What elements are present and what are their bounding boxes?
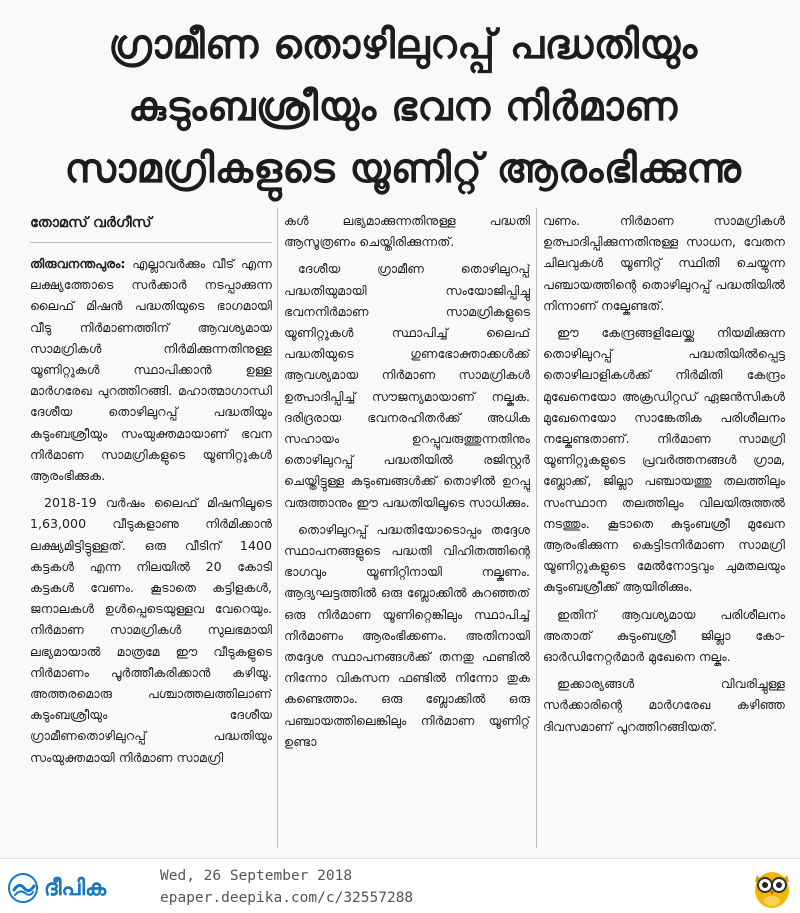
deepika-wave-icon bbox=[8, 873, 38, 903]
edition-meta bbox=[160, 865, 413, 909]
edition-date: Wed, 26 September 2018 bbox=[160, 868, 353, 884]
edition-url[interactable]: epaper.deepika.com/c/32557288 bbox=[160, 890, 414, 906]
headline-line-3: സാമഗ്രികളുടെ യൂണിറ്റ് ആരംഭിക്കുന്നു bbox=[64, 146, 742, 192]
lead-paragraph bbox=[30, 253, 272, 486]
paragraph: കൾ ലഭ്യമാക്കുന്നതിനുള്ള പദ്ധതി ആസൂത്രണം ചെയ്തിരിക്കുന്നത്. bbox=[284, 213, 530, 250]
paragraph: വണം. നിർമാണ സാമഗ്രികൾ ഉത്പാദിപ്പിക്കുന്നതിനുള്ള സാധന, വേതന ചിലവുകൾ യൂണിറ്റ് സ്ഥിതി ചെയ്യുന്ന പഞ്ചായത്തിന്റെ തൊഴിലുറപ്പ് പദ്ധതിയിൽ നിന്നാണ് നല്കേണ്ടത്. bbox=[543, 213, 785, 313]
headline-line-2: കുടുംബശ്രീയും ഭവന നിർമാണ bbox=[128, 84, 678, 130]
owl-icon[interactable] bbox=[751, 865, 793, 909]
paragraph: ദേശീയ ഗ്രാമീണ തൊഴിലുറപ്പ് പദ്ധതിയുമായി സംയോജിപ്പിച്ചു ഭവനനിർമാണ സാമഗ്രികളുടെ യൂണിറ്റുകൾ സ്ഥാപിച്ച് ലൈഫ് പദ്ധതിയുടെ ഗുണഭോക്താക്കൾക്ക് ആവശ്യമായ നിർമാണ സാമഗ്രികൾ ഉത്പാദിപ്പിച്ച് സൗജന്യമായാണ് നല്കുക. ദരിദ്രരായ ഭവനരഹിതർക്ക് അധിക സഹായം ഉറപ്പുവരുത്തുന്നതിനും തൊഴിലുറപ്പ് പദ്ധതിയിൽ രജിസ്റ്റർ ചെയ്തിട്ടുള്ള കുടുംബങ്ങൾക്ക് തൊഴിൽ ഉറപ്പു വരുത്താനും ഈ പദ്ധതിയിലൂടെ സാധിക്കും. bbox=[284, 261, 530, 510]
paragraph: 2018-19 വർഷം ലൈഫ് മിഷനിലൂടെ 1,63,000 വീടുകളാണു നിർമിക്കാൻ ലക്ഷ്യമിട്ടിട്ടുള്ളത്. ഒരു വീടിന് 1400 കട്ടകൾ എന്ന നിലയിൽ 20 കോടി കട്ടകൾ വേണം. കൂടാതെ കട്ടിളകൾ, ജനാലകൾ ഉൾപ്പെടെയുള്ളവ വേറെയും. നിർമാണ സാമഗ്രികൾ സുലഭമായി ലഭ്യമായാൽ മാത്രമേ ഈ വീടുകളുടെ നിർമാണം പൂർത്തീകരിക്കാൻ കഴിയൂ. അത്തരമൊരു പശ്ചാത്തലത്തിലാണ് കുടുംബശ്രീയും ദേശീയ ഗ്രാമീണതൊഴിലുറപ്പ് പദ്ധതിയും സംയുക്തമായി നിർമാണ സാമഗ്രി bbox=[30, 495, 272, 765]
deepika-logo[interactable] bbox=[8, 873, 106, 903]
column-2 bbox=[284, 210, 530, 850]
paragraph: ഇതിന് ആവശ്യമായ പരിശീലനം അതാത് കുടുംബശ്രീ ജില്ലാ കോ-ഓർഡിനേറ്റർമാർ മുഖേനെ നല്കും. bbox=[543, 606, 785, 665]
paragraph: ഇക്കാര്യങ്ങൾ വിവരിച്ചുള്ള സർക്കാരിന്റെ മാർഗരേഖ കഴിഞ്ഞ ദിവസമാണ് പുറത്തിറങ്ങിയത്. bbox=[543, 676, 785, 734]
brand-name: ദീപിക bbox=[44, 875, 107, 901]
column-3 bbox=[543, 210, 785, 850]
column-divider bbox=[536, 208, 537, 848]
headline-line-1: ഗ്രാമീണ തൊഴിലുറപ്പ് പദ്ധതിയും bbox=[108, 22, 698, 68]
column-divider bbox=[277, 208, 278, 848]
paragraph: ഈ കേന്ദ്രങ്ങളിലേയ്ക്കു നിയമിക്കുന്ന തൊഴിലുറപ്പ് പദ്ധതിയിൽപ്പെട്ട തൊഴിലാളികൾക്ക് നിർമിതി കേന്ദ്രം മുഖേനെയോ അക്രഡിറ്റഡ് ഏജൻസികൾ മുഖേനെയോ സാങ്കേതിക പരിശീലനം നല്കേണ്ടതാണ്. നിർമാണ സാമഗ്രി യൂണിറ്റുകളുടെ പ്രവർത്തനങ്ങൾ ഗ്രാമ, ബ്ലോക്ക്, ജില്ലാ പഞ്ചായത്തു തലത്തിലും സംസ്ഥാന തലത്തിലും വിലയിരുത്തൽ നടത്തും. കൂടാതെ കുടുംബശ്രീ മുഖേന ആരംഭിക്കുന്ന കെട്ടിടനിർമാണ സാമഗ്രി യൂണിറ്റുകളുടെ മേൽനോട്ടവും ചുമതലയും കുടുംബശ്രീക്ക് ആയിരിക്കും. bbox=[543, 325, 785, 595]
paragraph: തൊഴിലുറപ്പ് പദ്ധതിയോടൊപ്പം തദ്ദേശ സ്ഥാപനങ്ങളുടെ പദ്ധതി വിഹിതത്തിന്റെ ഭാഗവും യൂണിറ്റിനായി നല്കണം. ആദ്യഘട്ടത്തിൽ ഒരു ബ്ലോക്കിൽ കുറഞ്ഞത് ഒരു നിർമാണ യൂണിറ്റെങ്കിലും സ്ഥാപിച്ച് നിർമാണം ആരംഭിക്കണം. അതിനായി തദ്ദേശ സ്ഥാപനങ്ങൾക്ക് തനതു ഫണ്ടിൽ നിന്നോ വികസന ഫണ്ടിൽ നിന്നോ തുക കണ്ടെത്താം. ഒരു ബ്ലോക്കിൽ ഒരു പഞ്ചായത്തിലെങ്കിലും നിർമാണ യൂണിറ്റ് ഉണ്ടാ bbox=[284, 521, 530, 749]
byline-divider bbox=[30, 242, 272, 243]
dateline: തിരുവനന്തപുരം: bbox=[30, 256, 126, 271]
column-1 bbox=[30, 210, 272, 850]
epaper-footer bbox=[0, 858, 800, 913]
byline: തോമസ് വർഗീസ് bbox=[30, 215, 152, 231]
headline bbox=[18, 14, 788, 200]
lead-text: എല്ലാവർക്കും വീട് എന്ന ലക്ഷ്യത്തോടെ സർക്കാർ നടപ്പാക്കുന്ന ലൈഫ് മിഷൻ പദ്ധതിയുടെ ഭാഗമായി വീടു നിർമാണത്തിന് ആവശ്യമായ സാമഗ്രികൾ നിർമിക്കുന്നതിനുള്ള യൂണിറ്റുകൾ സ്ഥാപിക്കാൻ ഉള്ള മാർഗരേഖ പുറത്തിറങ്ങി. മഹാത്മാഗാന്ധി ദേശീയ തൊഴിലുറപ്പ് പദ്ധതിയും കുടുംബശ്രീയും സംയുക്തമായാണ് ഭവന നിർമാണ സാമഗ്രികളുടെ യൂണിറ്റുകൾ ആരംഭിക്കുക. bbox=[30, 256, 272, 484]
